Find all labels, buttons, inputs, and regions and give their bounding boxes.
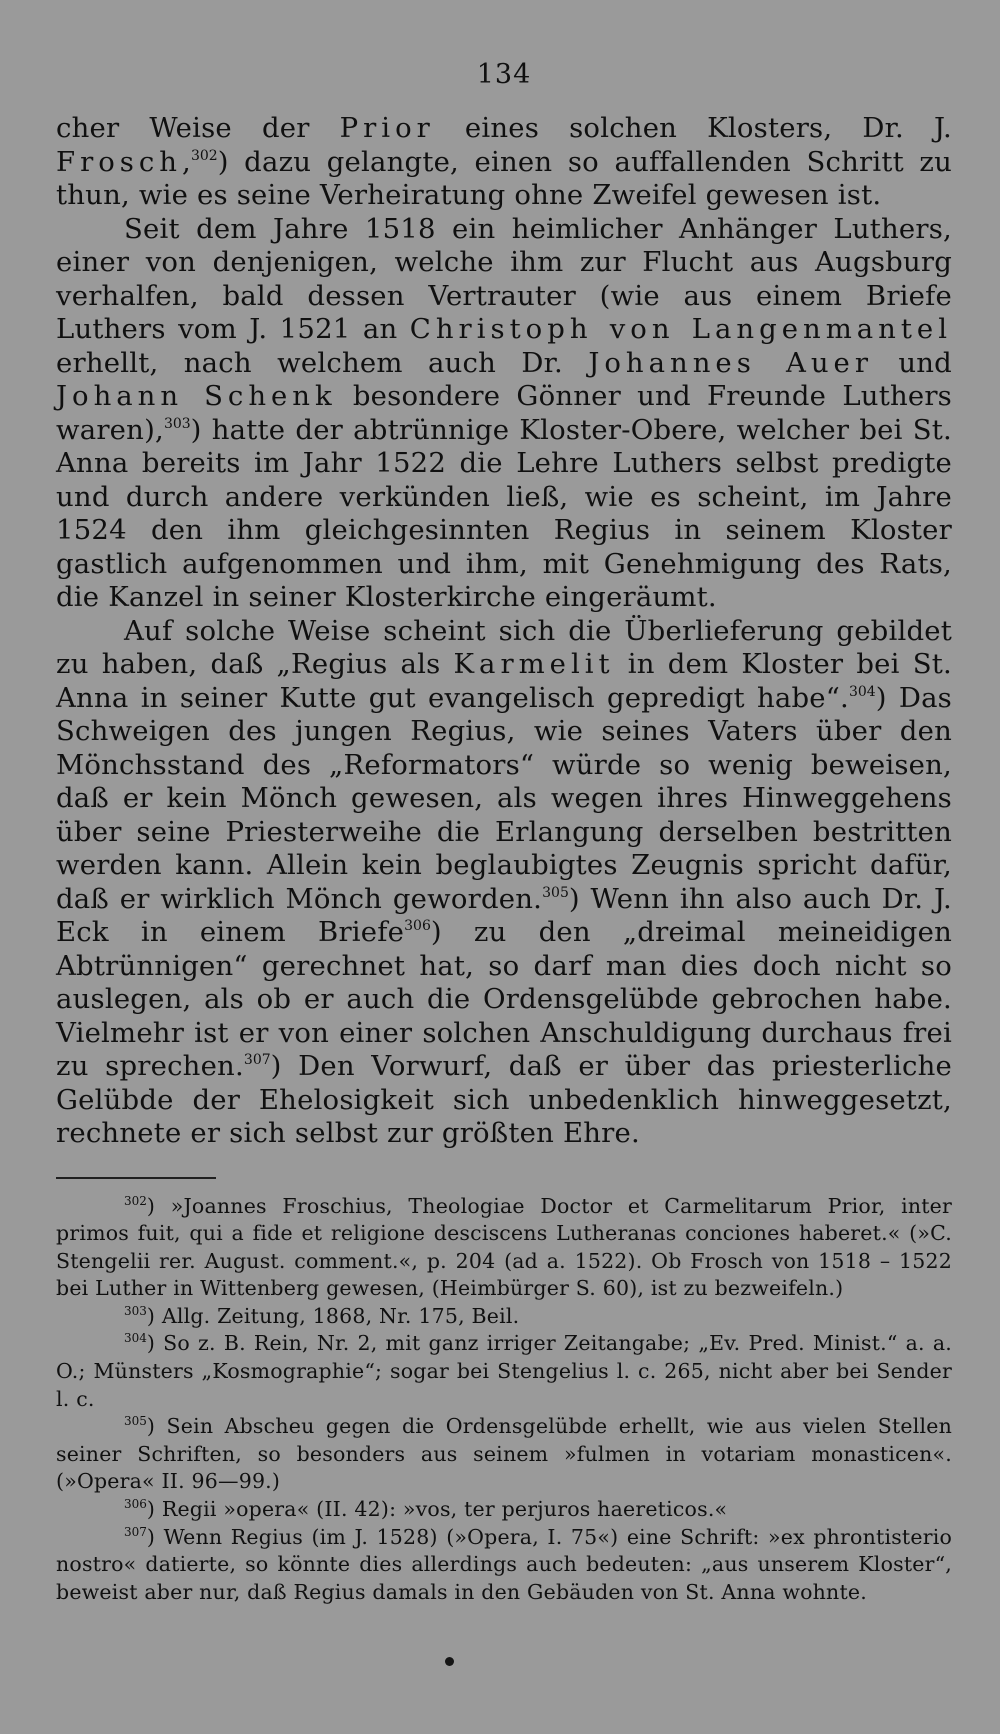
- footnote-305: [56, 1413, 952, 1496]
- footnote-ref-306[interactable]: 306: [404, 918, 431, 934]
- footnote-ref-304[interactable]: 304: [848, 683, 876, 700]
- footnote-303: [56, 1303, 952, 1331]
- footnote-ref-303[interactable]: 303: [163, 415, 191, 432]
- text-run: cher Weise der: [56, 112, 340, 144]
- footnote-text: ) »Joannes Froschius, Theologiae Doctor et Carmelitarum Prior, inter primos fuit, qui a fide et religione desciscens Lutheranas conciones haberet.« (»C. Stengelii rer. August. comment.«, p. 204 (ad a. 1522). Ob Frosch von 1518 – 1522 bei Luther in Wittenberg gewesen, (Heimbürger S. 60), ist zu bezweifeln.): [56, 1193, 952, 1301]
- text-run: ) Das Schweigen des jungen Regius, wie seines Vaters über den Mönchsstand des „Reformators“ würde so wenig beweisen, daß er kein Mönch gewesen, als wegen ihres Hinweggehens über seine Priesterweihe die Erlangung derselben bestritten werden kann. Allein kein beglaubigtes Zeugnis spricht dafür, daß er wirklich Mönch geworden.: [56, 681, 952, 915]
- text-run: erhellt, nach welchem auch Dr.: [56, 346, 589, 379]
- page-number: 134: [476, 59, 532, 90]
- text-run: ) Den Vorwurf, daß er über das priesterliche Gelübde der Ehelosigkeit sich unbedenklich hinweggesetzt, rechnete er sich selbst zur größten Ehre.: [56, 1050, 952, 1149]
- text-run: ) hatte der abtrünnige Kloster-Obere, welcher bei St. Anna bereits im Jahr 1522 die Lehre Luthers selbst predigte und durch andere verkünden ließ, wie es scheint, im Jahre 1524 den ihm gleichgesinnten Regius in seinem Kloster gastlich aufgenommen und ihm, mit Genehmigung des Rats, die Kanzel in seiner Klosterkirche eingeräumt.: [56, 413, 952, 613]
- text-run: ) dazu gelangte, einen so auffallenden Schritt zu thun, wie es seine Verheiratung ohne Zweifel gewesen ist.: [56, 145, 952, 211]
- footnote-text: ) So z. B. Rein, Nr. 2, mit ganz irriger Zeitangabe; „Ev. Pred. Minist.“ a. a. O.; Münsters „Kosmographie“; sogar bei Stengelius l. c. 265, nicht aber bei Sender l. c.: [56, 1331, 952, 1411]
- text-run: besondere Gönner und Freunde Luthers waren),: [56, 380, 952, 446]
- footnote-ref-305[interactable]: 305: [542, 884, 569, 901]
- footnote-ref-302[interactable]: 302: [190, 147, 218, 164]
- footnote-text: ) Regii »opera« (II. 42): »vos, ter perjuros haereticos.«: [146, 1497, 728, 1522]
- footnote-text: ) Allg. Zeitung, 1868, Nr. 175, Beil.: [146, 1303, 520, 1328]
- footnote-number: 302: [124, 1193, 147, 1208]
- text-run: Auf solche Weise scheint sich die Überlieferung gebildet zu haben, daß „Regius als: [56, 614, 952, 680]
- spaced-name-langenmantel: Christoph von Langenmantel: [409, 313, 953, 345]
- footnote-number: 305: [124, 1414, 147, 1429]
- footnote-ref-307[interactable]: 307: [243, 1052, 271, 1068]
- footnote-number: 304: [124, 1331, 147, 1346]
- text-run: ,: [182, 145, 191, 178]
- text-run: eines solchen Klosters, Dr. J.: [434, 112, 952, 144]
- spaced-name-schenk: Johann Schenk: [56, 380, 337, 412]
- footnote-304: [56, 1330, 952, 1413]
- footnote-number: 306: [124, 1497, 147, 1512]
- footnote-number: 303: [124, 1303, 147, 1318]
- footnote-text: ) Wenn Regius (im J. 1528) (»Opera, I. 75«) eine Schrift: »ex phrontisterio nostro« datierte, so könnte dies allerdings auch bedeuten: „aus unserem Kloster“, beweist aber nur, daß Regius damals in den Gebäuden von St. Anna wohnte.: [56, 1524, 952, 1604]
- footnote-text: ) Sein Abscheu gegen die Ordensgelübde erhellt, wie aus vielen Stellen seiner Schriften, so besonders aus seinem »fulmen in votariam monasticen«. (»Opera« II. 96—99.): [56, 1414, 952, 1494]
- footnote-306: [56, 1496, 952, 1524]
- footnote-divider: [56, 1177, 216, 1179]
- spaced-term-prior: Prior: [339, 112, 435, 144]
- text-run: und: [872, 346, 952, 379]
- text-run: ) Wenn ihn also auch Dr. J. Eck in einem Briefe: [56, 882, 952, 948]
- text-run: in dem Kloster bei St. Anna in seiner Kutte gut evangelisch gepredigt habe“.: [56, 648, 952, 714]
- footnotes: [56, 1193, 952, 1607]
- main-text: [56, 112, 952, 1151]
- paragraph-2: [56, 213, 952, 615]
- ink-dot: [445, 1657, 454, 1666]
- spaced-name-auer: Johannes Auer: [588, 346, 873, 379]
- paragraph-1: [56, 112, 952, 213]
- spaced-term-karmelit: Karmelit: [453, 648, 615, 680]
- text-run: ) zu den „dreimal meineidigen Abtrünnigen“ gerechnet hat, so darf man dies doch nicht so auslegen, als ob er auch die Ordensgelübde gebrochen habe. Vielmehr ist er von einer solchen Anschuldigung durchaus frei zu sprechen.: [56, 916, 952, 1082]
- paragraph-3: [56, 615, 952, 1151]
- footnote-number: 307: [124, 1524, 147, 1539]
- text-run: Seit dem Jahre 1518 ein heimlicher Anhänger Luthers, einer von denjenigen, welche ihm zur Flucht aus Augsburg verhalfen, bald dessen Vertrauter (wie aus einem Briefe Luthers vom J. 1521 an: [56, 212, 952, 345]
- footnote-302: [56, 1193, 952, 1303]
- footnote-307: [56, 1524, 952, 1607]
- spaced-name-frosch: Frosch: [56, 145, 183, 178]
